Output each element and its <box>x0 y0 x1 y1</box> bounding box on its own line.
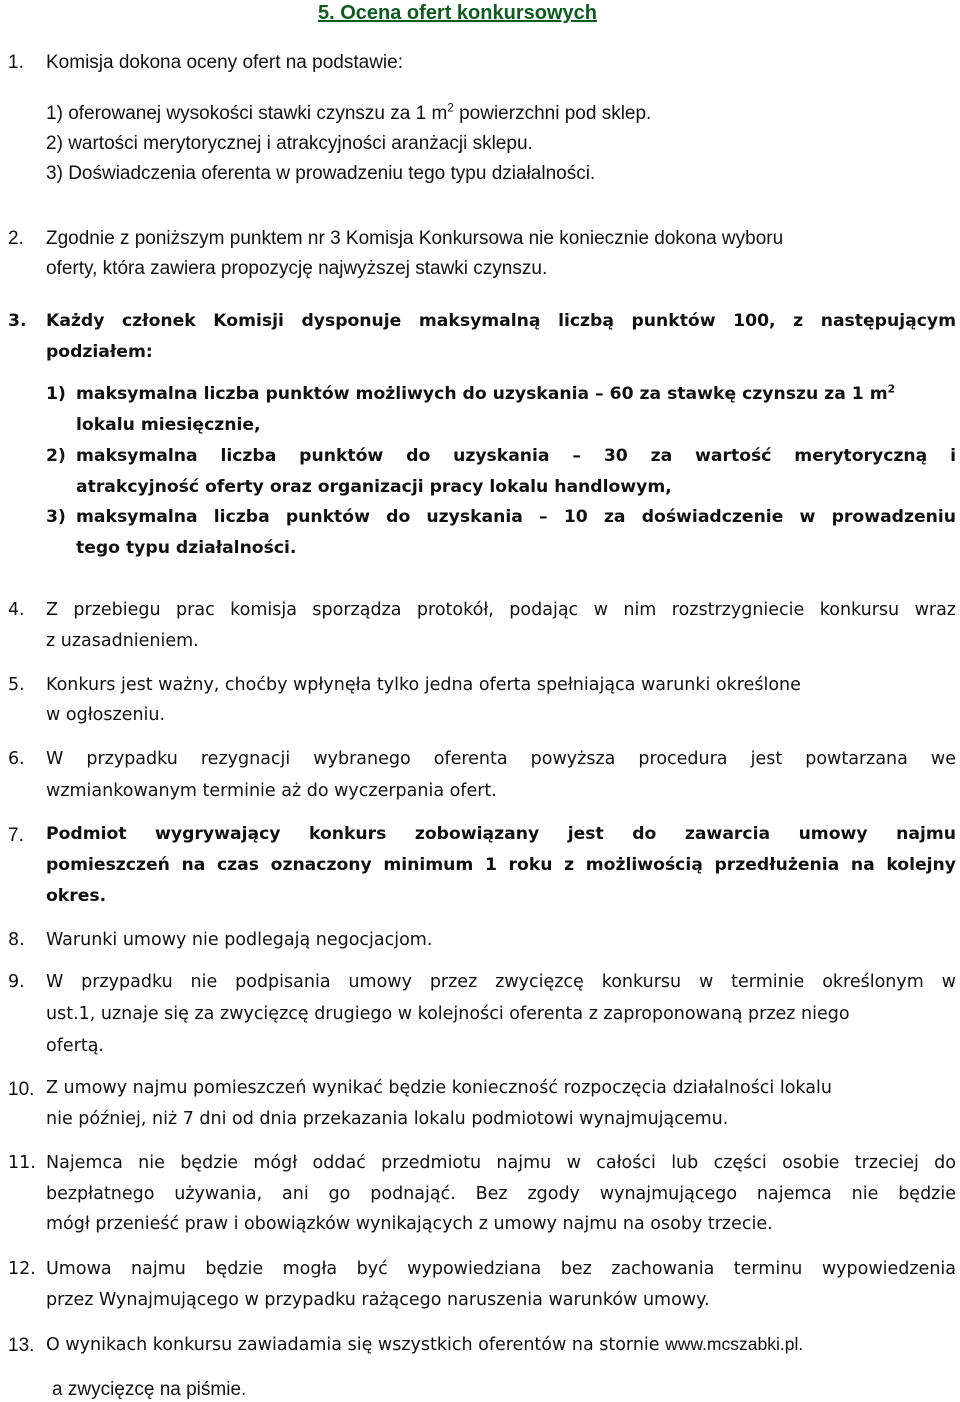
sub-prefix: 2) <box>46 133 63 154</box>
item-3-sub-2-prefix: 2) <box>46 446 66 466</box>
item-7-line-3: okres. <box>46 886 107 906</box>
item-1-sub-3 <box>46 164 595 183</box>
item-2-line-1: Zgodnie z poniższym punktem nr 3 Komisja Konkursowa nie koniecznie dokona wyboru <box>46 228 784 249</box>
item-12-number: 12. <box>8 1259 36 1279</box>
item-10-line-1: Z umowy najmu pomieszczeń wynikać będzie konieczność rozpoczęcia działalności lokalu <box>46 1078 832 1098</box>
sub-prefix: 1) <box>46 103 63 124</box>
item-6-number: 6. <box>8 749 25 769</box>
item-9-line-1: W przypadku nie podpisania umowy przez zwycięzcę konkursu w terminie określonym w <box>46 972 956 992</box>
item-4-line-1: Z przebiegu prac komisja sporządza protokół, podając w nim rozstrzygniecie konkursu wraz <box>46 600 956 620</box>
item-3-line-1: Każdy członek Komisji dysponuje maksymalną liczbą punktów 100, z następującym <box>46 311 956 331</box>
item-10-number: 10. <box>8 1079 35 1100</box>
item-1-sub-1 <box>46 101 652 124</box>
sub-text: maksymalna liczba punktów możliwych do uzyskania – 60 za stawkę czynszu za 1 m <box>76 384 888 404</box>
item-7-line-2: pomieszczeń na czas oznaczony minimum 1 roku z możliwością przedłużenia na kolejny <box>46 855 956 875</box>
sub-text: oferowanej wysokości stawki czynszu za 1 m <box>68 103 448 124</box>
sub-text: Doświadczenia oferenta w prowadzeniu tego typu działalności. <box>68 163 596 184</box>
item-9-line-3: ofertą. <box>46 1036 104 1056</box>
item-13-line-1 <box>46 1336 803 1355</box>
item-3-sub-3-prefix: 3) <box>46 507 66 527</box>
item-8-line-1: Warunki umowy nie podlegają negocjacjom. <box>46 930 433 950</box>
item-9-number: 9. <box>8 972 25 992</box>
item-5-line-1: Konkurs jest ważny, choćby wpłynęła tylko jedna oferta spełniająca warunki określone <box>46 675 801 695</box>
item-3-number: 3. <box>8 311 27 331</box>
item-1-sub-2 <box>46 134 533 153</box>
sup-2: 2 <box>447 101 454 115</box>
item-11-number: 11. <box>8 1153 36 1173</box>
sup-2: 2 <box>887 382 896 396</box>
website-link[interactable]: www.mcszabki.pl. <box>665 1334 804 1354</box>
item-11-line-3: mógł przenieść praw i obowiązków wynikających z umowy najmu na osoby trzecie. <box>46 1214 773 1234</box>
item-11-line-2: bezpłatnego używania, ani go podnająć. Bez zgody wynajmującego najemca nie będzie <box>46 1184 956 1204</box>
item-2-line-2: oferty, która zawiera propozycję najwyższej stawki czynszu. <box>46 258 548 279</box>
item-5-line-2: w ogłoszeniu. <box>46 705 166 725</box>
item-12-line-1: Umowa najmu będzie mogła być wypowiedziana bez zachowania terminu wypowiedzenia <box>46 1259 956 1279</box>
sub-tail: powierzchni pod sklep. <box>453 103 652 124</box>
sub-text: wartości merytorycznej i atrakcyjności aranżacji sklepu. <box>68 133 533 154</box>
item-9-line-2: ust.1, uznaje się za zwycięzcę drugiego w kolejności oferenta z zaproponowaną przez niego <box>46 1004 850 1024</box>
item-11-line-1: Najemca nie będzie mógł oddać przedmiotu najmu w całości lub części osobie trzeciej do <box>46 1153 956 1173</box>
item-7-line-1: Podmiot wygrywający konkurs zobowiązany jest do zawarcia umowy najmu <box>46 824 956 844</box>
section-title: 5. Ocena ofert konkursowych <box>318 2 597 24</box>
item-2-number: 2. <box>8 228 24 249</box>
item-3-sub-2-line-1: maksymalna liczba punktów do uzyskania – 30 za wartość merytoryczną i <box>76 446 956 466</box>
item-3-sub-2-line-2: atrakcyjność oferty oraz organizacji pracy lokalu handlowym, <box>76 477 672 497</box>
item-1-number: 1. <box>8 52 24 73</box>
item-13-text: O wynikach konkursu zawiadamia się wszystkich oferentów na stornie <box>46 1335 666 1355</box>
item-13-line-2: a zwycięzcę na piśmie. <box>52 1379 247 1400</box>
item-3-line-2: podziałem: <box>46 342 153 362</box>
item-5-number: 5. <box>8 675 25 695</box>
item-6-line-1: W przypadku rezygnacji wybranego oferenta powyższa procedura jest powtarzana we <box>46 749 956 769</box>
item-6-line-2: wzmiankowanym terminie aż do wyczerpania ofert. <box>46 781 497 801</box>
item-3-sub-1-prefix: 1) <box>46 384 66 404</box>
item-4-number: 4. <box>8 600 25 620</box>
item-4-line-2: z uzasadnieniem. <box>46 631 199 651</box>
sub-prefix: 3) <box>46 163 63 184</box>
item-7-number: 7. <box>8 825 24 846</box>
item-3-sub-3-line-1: maksymalna liczba punktów do uzyskania – 10 za doświadczenie w prowadzeniu <box>76 507 956 527</box>
item-3-sub-3-line-2: tego typu działalności. <box>76 538 297 558</box>
item-10-line-2: nie później, niż 7 dni od dnia przekazania lokalu podmiotowi wynajmującemu. <box>46 1109 729 1129</box>
item-13-number: 13. <box>8 1335 35 1356</box>
item-3-sub-1-line-2: lokalu miesięcznie, <box>76 415 261 435</box>
item-1-text: Komisja dokona oceny ofert na podstawie: <box>46 52 403 73</box>
item-8-number: 8. <box>8 930 25 950</box>
item-3-sub-1-line-1 <box>76 382 896 404</box>
item-12-line-2: przez Wynajmującego w przypadku rażącego naruszenia warunków umowy. <box>46 1290 710 1310</box>
